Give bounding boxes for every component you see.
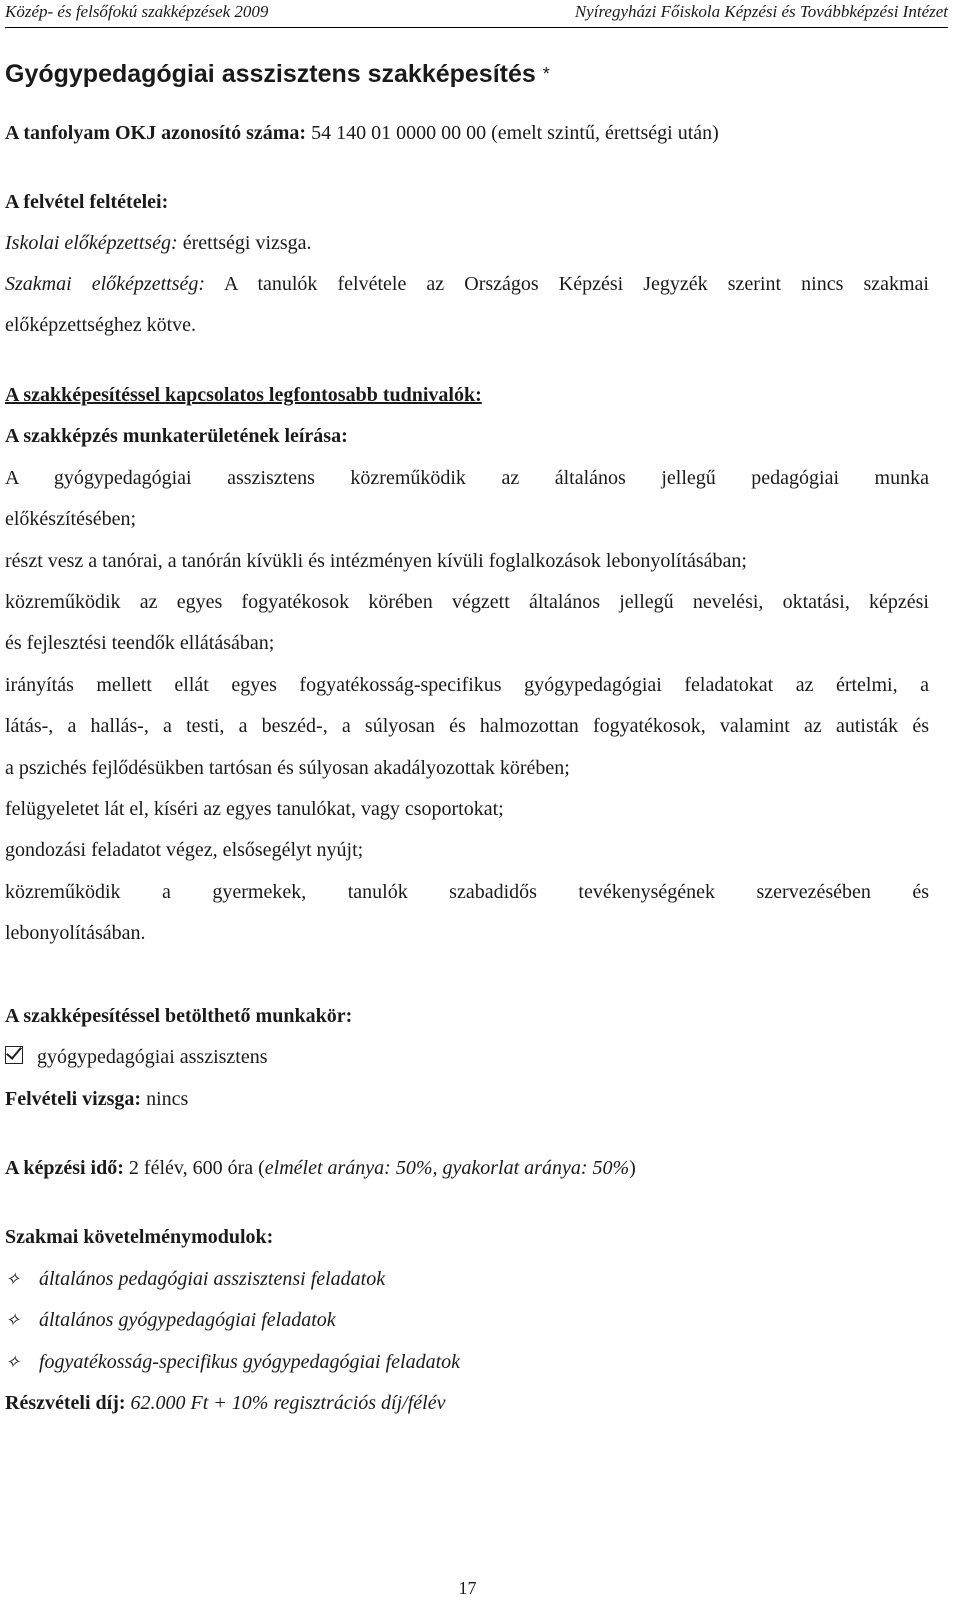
job-item bbox=[5, 1046, 268, 1069]
four-point-star-icon: ✧ bbox=[5, 1269, 21, 1289]
info-line: a pszichés fejlődésükben tartósan és súlyosan akadályozottak körében; bbox=[5, 757, 570, 779]
job-heading: A szakképesítéssel betölthető munkakör: bbox=[5, 1005, 353, 1027]
info-line: felügyeletet lát el, kíséri az egyes tanulókat, vagy csoportokat; bbox=[5, 798, 504, 820]
okj-line bbox=[5, 122, 719, 145]
info-line: lebonyolításában. bbox=[5, 922, 146, 944]
title-marker: * bbox=[542, 64, 550, 84]
exam-line bbox=[5, 1088, 188, 1111]
school-label: Iskolai előképzettség: bbox=[5, 232, 178, 254]
okj-label: A tanfolyam OKJ azonosító száma: bbox=[5, 122, 307, 144]
fee-line bbox=[5, 1392, 445, 1415]
module-item-text: fogyatékosság-specifikus gyógypedagógiai feladatok bbox=[39, 1351, 461, 1373]
prof-line-2: előképzettséghez kötve. bbox=[5, 314, 197, 336]
module-item bbox=[5, 1268, 385, 1291]
info-line: részt vesz a tanórai, a tanórán kívükli és intézményen kívüli foglalkozások lebonyolításában; bbox=[5, 550, 747, 572]
module-item-text: általános gyógypedagógiai feladatok bbox=[39, 1309, 336, 1331]
prof-value-1: A tanulók felvétele az Országos Képzési Jegyzék szerint nincs szakmai bbox=[224, 273, 929, 295]
fee-value: 62.000 Ft + 10% regisztrációs díj/félév bbox=[130, 1392, 446, 1414]
info-line: közreműködik az egyes fogyatékosok körében végzett általános jellegű nevelési, oktatási, képzési bbox=[5, 591, 929, 613]
module-item-text: általános pedagógiai asszisztensi feladatok bbox=[39, 1268, 386, 1290]
okj-value: 54 140 01 0000 00 00 (emelt szintű, érettségi után) bbox=[311, 122, 719, 144]
job-item-text: gyógypedagógiai asszisztens bbox=[37, 1046, 268, 1068]
header-rule bbox=[5, 27, 948, 28]
header-right: Nyíregyházi Főiskola Képzési és Továbbképzési Intézet bbox=[574, 2, 948, 21]
exam-label: Felvételi vizsga: bbox=[5, 1088, 142, 1110]
info-line: látás-, a hallás-, a testi, a beszéd-, a súlyosan és halmozottan fogyatékosok, valamint az autisták és bbox=[5, 715, 929, 737]
school-value: érettségi vizsga. bbox=[182, 232, 312, 254]
header-left: Közép- és felsőfokú szakképzések 2009 bbox=[5, 2, 269, 21]
school-line bbox=[5, 232, 312, 255]
duration-label: A képzési idő: bbox=[5, 1157, 124, 1179]
module-item bbox=[5, 1351, 460, 1374]
prof-label: Szakmai előképzettség: bbox=[5, 273, 206, 295]
info-line: közreműködik a gyermekek, tanulók szabadidős tevékenységének szervezésében és bbox=[5, 881, 929, 903]
fee-label: Részvételi díj: bbox=[5, 1392, 126, 1414]
admission-heading: A felvétel feltételei: bbox=[5, 191, 169, 213]
info-line: A gyógypedagógiai asszisztens közreműködik az általános jellegű pedagógiai munka bbox=[5, 467, 929, 489]
info-heading: A szakképesítéssel kapcsolatos legfontosabb tudnivalók: bbox=[5, 384, 482, 406]
exam-value: nincs bbox=[146, 1088, 189, 1110]
info-line: és fejlesztési teendők ellátásában; bbox=[5, 632, 275, 654]
title-text: Gyógypedagógiai asszisztens szakképesítés bbox=[5, 60, 536, 88]
prof-line-1 bbox=[5, 273, 929, 296]
module-item bbox=[5, 1309, 336, 1332]
four-point-star-icon: ✧ bbox=[5, 1352, 21, 1372]
duration-close: ) bbox=[629, 1157, 636, 1179]
page-title bbox=[5, 60, 550, 89]
modules-heading: Szakmai követelménymodulok: bbox=[5, 1226, 274, 1248]
info-line: gondozási feladatot végez, elsősegélyt nyújt; bbox=[5, 839, 364, 861]
info-line: irányítás mellett ellát egyes fogyatékosság-specifikus gyógypedagógiai feladatokat az értelmi, a bbox=[5, 674, 929, 696]
duration-theory: elmélet aránya: 50%, gyakorlat aránya: 50% bbox=[264, 1157, 630, 1179]
checkbox-checked-icon bbox=[5, 1046, 23, 1064]
four-point-star-icon: ✧ bbox=[5, 1310, 21, 1330]
duration-value: 2 félév, 600 óra ( bbox=[128, 1157, 265, 1179]
info-line: előkészítésében; bbox=[5, 508, 137, 530]
page-number: 17 bbox=[458, 1578, 477, 1598]
duration-line bbox=[5, 1157, 636, 1180]
info-subheading: A szakképzés munkaterületének leírása: bbox=[5, 425, 348, 447]
